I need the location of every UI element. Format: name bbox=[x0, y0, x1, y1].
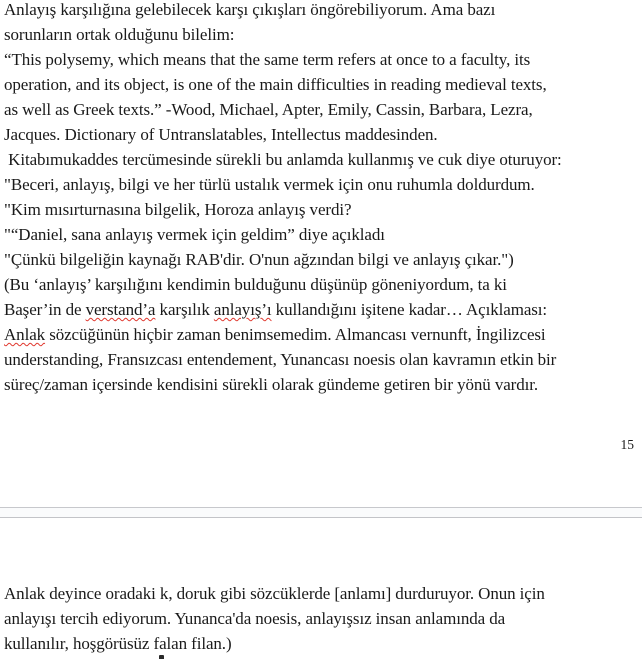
misspelled-word: verstand’a bbox=[85, 300, 156, 319]
text-line bbox=[4, 372, 642, 397]
text-segment: Anlak deyince oradaki k, doruk gibi sözcüklerde [anlamı] durduruyor. Onun için bbox=[4, 584, 545, 603]
text-segment: as well as Greek texts.” -Wood, Michael, Apter, Emily, Cassin, Barbara, Lezra, bbox=[4, 100, 533, 119]
text-line bbox=[4, 172, 642, 197]
page-number: 15 bbox=[620, 437, 634, 452]
text-segment: kullandığını işitene kadar… Açıklaması: bbox=[271, 300, 548, 319]
text-segment: karşılık bbox=[155, 300, 214, 319]
text-line bbox=[4, 97, 642, 122]
text-line bbox=[4, 22, 642, 47]
text-segment: operation, and its object, is one of the main difficulties in reading medieval texts, bbox=[4, 75, 547, 94]
page1-text[interactable] bbox=[4, 0, 642, 397]
text-line bbox=[4, 606, 642, 631]
text-line bbox=[4, 272, 642, 297]
text-segment: (Bu ‘anlayış’ karşılığını kendimin bulduğunu düşünüp göneniyordum, ta ki bbox=[4, 275, 507, 294]
text-line bbox=[4, 322, 642, 347]
text-segment: "Çünkü bilgeliğin kaynağı RAB'dir. O'nun ağzından bilgi ve anlayış çıkar.") bbox=[4, 250, 514, 269]
text-segment: sözcüğünün hiçbir zaman benimsemedim. Almancası vernunft, İngilizcesi bbox=[45, 325, 546, 344]
text-line bbox=[4, 631, 642, 656]
text-segment: “This polysemy, which means that the same term refers at once to a faculty, its bbox=[4, 50, 531, 69]
text-segment: Başer’in de bbox=[4, 300, 86, 319]
text-line bbox=[4, 122, 642, 147]
text-line bbox=[4, 581, 642, 606]
text-line bbox=[4, 347, 642, 372]
text-line bbox=[4, 197, 642, 222]
misspelled-word: anlayış’ı bbox=[213, 300, 272, 319]
page-break-separator bbox=[0, 507, 642, 518]
text-segment: Kitabımukaddes tercümesinde sürekli bu anlamda kullanmış ve cuk diye oturuyor: bbox=[4, 150, 562, 169]
text-line bbox=[4, 47, 642, 72]
text-segment: Jacques. Dictionary of Untranslatables, Intellectus maddesinden. bbox=[4, 125, 438, 144]
text-line bbox=[4, 147, 642, 172]
text-segment: "Kim mısırturnasına bilgelik, Horoza anlayış verdi? bbox=[4, 200, 352, 219]
text-line bbox=[4, 247, 642, 272]
text-line bbox=[4, 297, 642, 322]
text-segment: Anlayış karşılığına gelebilecek karşı çıkışları öngörebiliyorum. Ama bazı bbox=[4, 0, 496, 19]
clipped-next-line-fragment bbox=[159, 655, 164, 659]
text-line bbox=[4, 72, 642, 97]
misspelled-word: Anlak bbox=[4, 325, 46, 344]
text-line bbox=[4, 0, 642, 22]
text-segment: sorunların ortak olduğunu bilelim: bbox=[4, 25, 235, 44]
page2-text[interactable] bbox=[4, 581, 642, 656]
text-segment: "Beceri, anlayış, bilgi ve her türlü ustalık vermek için onu ruhumla doldurdum. bbox=[4, 175, 535, 194]
text-segment: anlayışı tercih ediyorum. Yunanca'da noesis, anlayışsız insan anlamında da bbox=[4, 609, 506, 628]
text-segment: "“Daniel, sana anlayış vermek için geldim” diye açıkladı bbox=[4, 225, 385, 244]
text-segment: understanding, Fransızcası entendement, Yunancası noesis olan kavramın etkin bir bbox=[4, 350, 557, 369]
text-line bbox=[4, 222, 642, 247]
text-segment: kullanılır, hoşgörüsüz falan filan.) bbox=[4, 634, 232, 653]
text-segment: süreç/zaman içersinde kendisini sürekli olarak gündeme getiren bir yönü vardır. bbox=[4, 375, 539, 394]
